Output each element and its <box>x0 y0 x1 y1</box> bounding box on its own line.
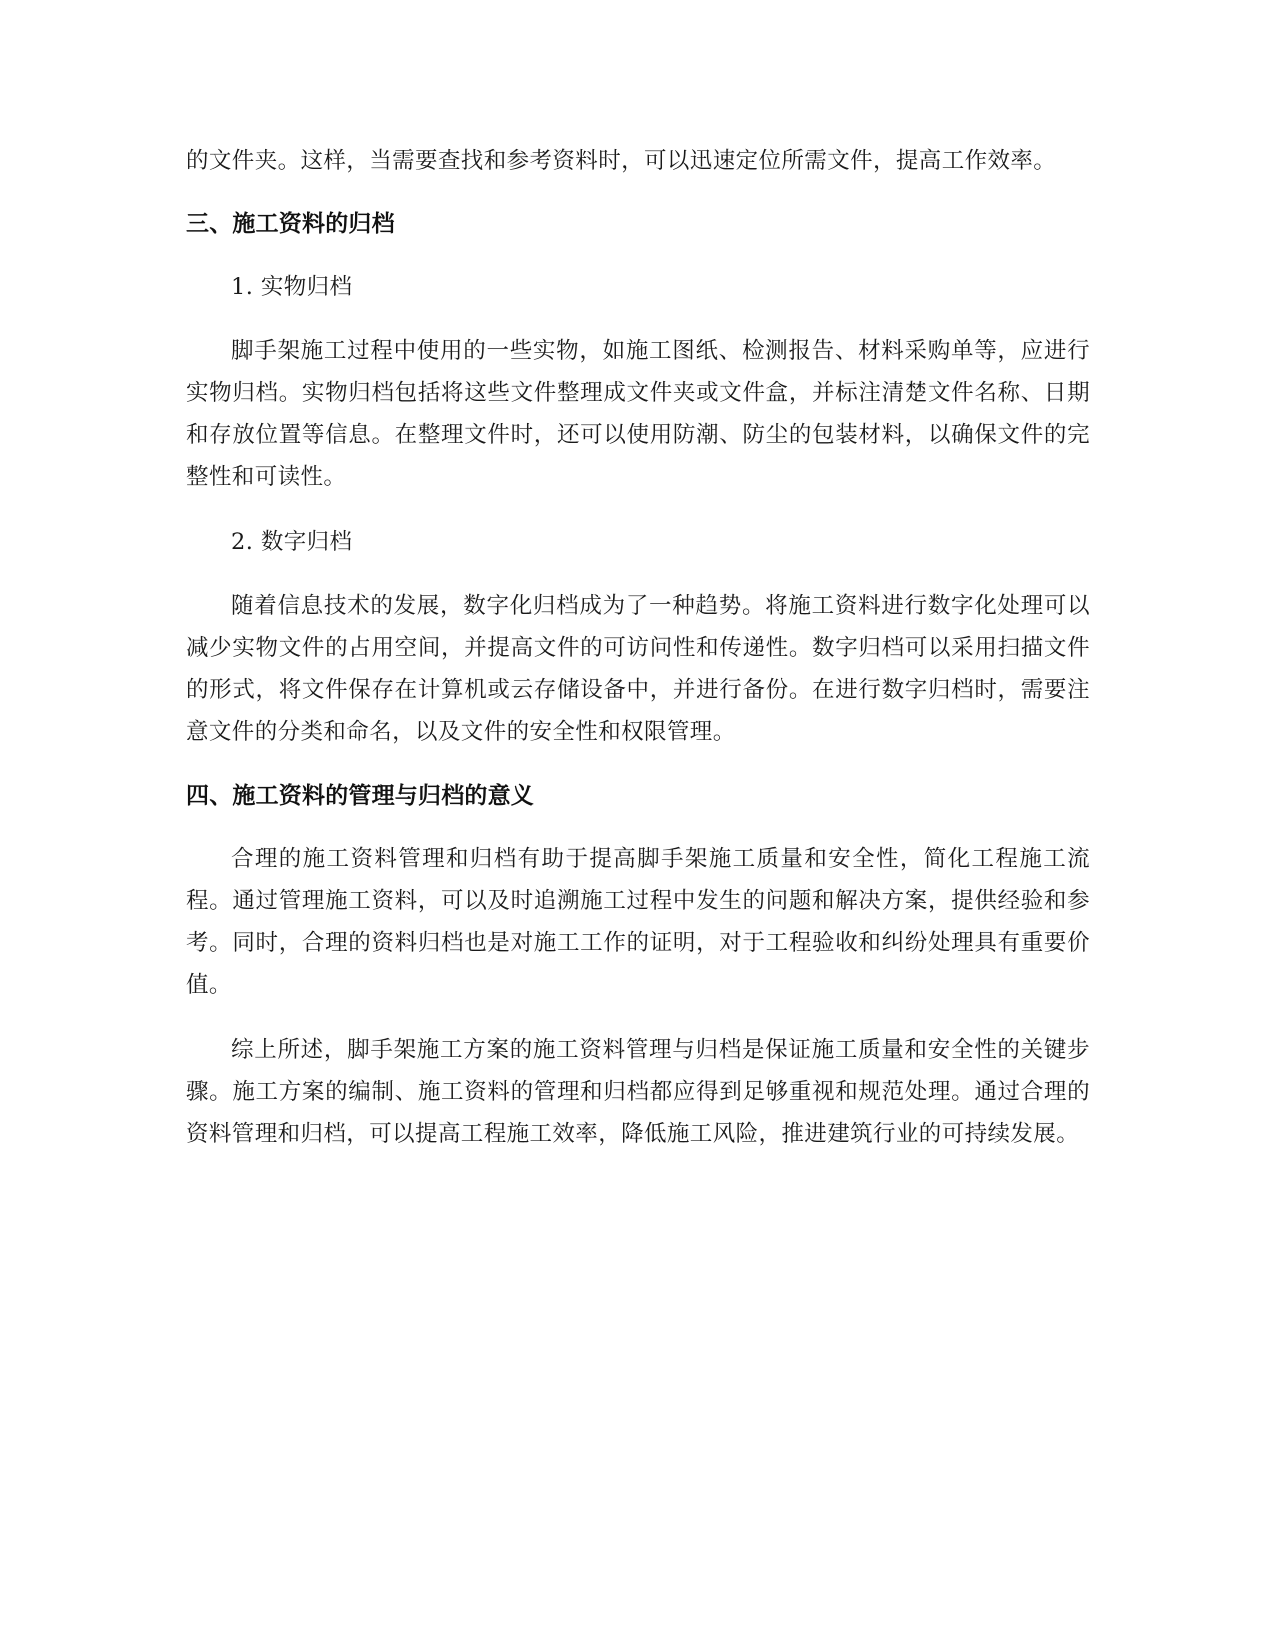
section-heading-significance: 四、施工资料的管理与归档的意义 <box>186 783 534 809</box>
continued-paragraph: 的文件夹。这样，当需要查找和参考资料时，可以迅速定位所需文件，提高工作效率。 <box>186 148 1057 174</box>
section-heading-archiving: 三、施工资料的归档 <box>186 211 395 237</box>
paragraph-digital-archiving: 随着信息技术的发展，数字化归档成为了一种趋势。将施工资料进行数字化处理可以减少实物文件的占用空间，并提高文件的可访问性和传递性。数字归档可以采用扫描文件的形式，将文件保存在计算机或云存储设备中，并进行备份。在进行数字归档时，需要注意文件的分类和命名，以及文件的安全性和权限管理。 <box>186 593 1090 745</box>
subsection-title-physical-archiving: 1. 实物归档 <box>231 274 353 300</box>
paragraph-physical-archiving: 脚手架施工过程中使用的一些实物，如施工图纸、检测报告、材料采购单等，应进行实物归档。实物归档包括将这些文件整理成文件夹或文件盒，并标注清楚文件名称、日期和存放位置等信息。在整理文件时，还可以使用防潮、防尘的包装材料，以确保文件的完整性和可读性。 <box>186 338 1090 490</box>
paragraph-significance: 合理的施工资料管理和归档有助于提高脚手架施工质量和安全性，简化工程施工流程。通过管理施工资料，可以及时追溯施工过程中发生的问题和解决方案，提供经验和参考。同时，合理的资料归档也是对施工工作的证明，对于工程验收和纠纷处理具有重要价值。 <box>186 846 1090 998</box>
paragraph-conclusion: 综上所述，脚手架施工方案的施工资料管理与归档是保证施工质量和安全性的关键步骤。施工方案的编制、施工资料的管理和归档都应得到足够重视和规范处理。通过合理的资料管理和归档，可以提高工程施工效率，降低施工风险，推进建筑行业的可持续发展。 <box>186 1037 1090 1147</box>
document-body <box>186 140 1090 1178</box>
subsection-title-digital-archiving: 2. 数字归档 <box>231 529 353 555</box>
